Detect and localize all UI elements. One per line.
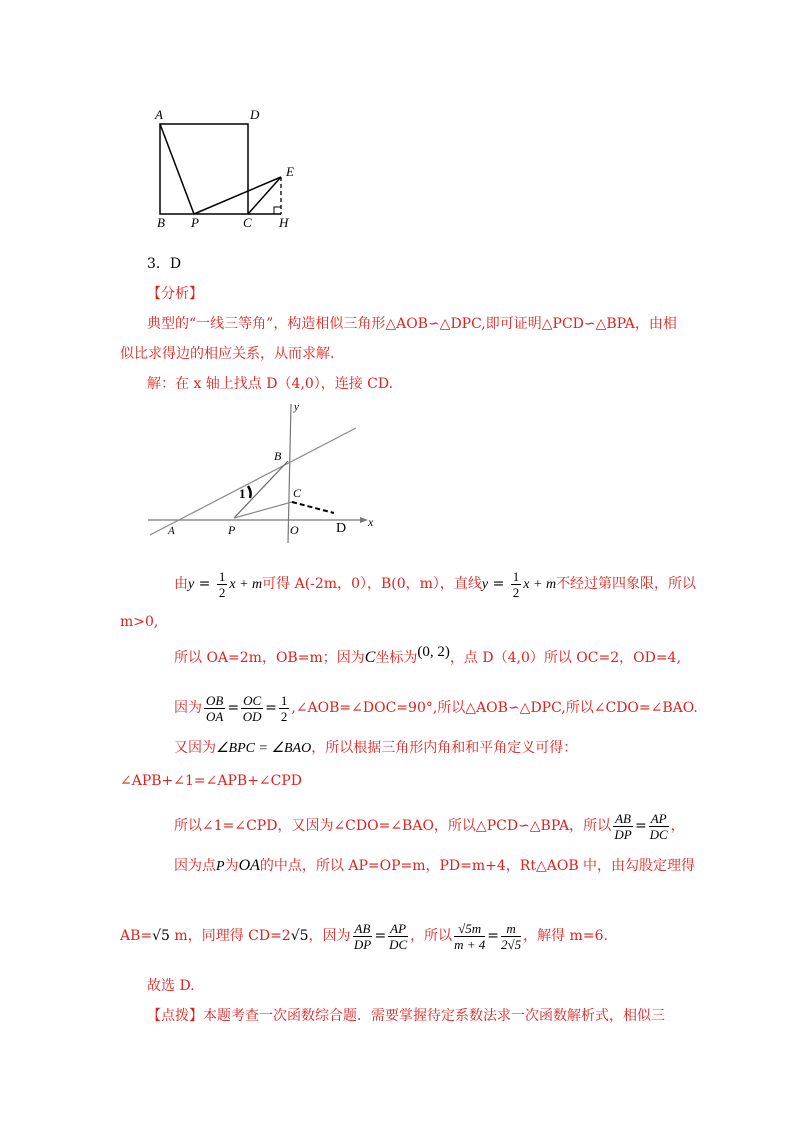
analysis-heading: 【分析】 bbox=[147, 286, 203, 302]
label-a: A bbox=[155, 107, 163, 122]
question-number: 3．D bbox=[147, 256, 182, 272]
label-p: P bbox=[228, 523, 236, 537]
analysis-line-1: 典型的“一线三等角”，构造相似三角形△AOB∽△DPC,即可证明△PCD∽△BPA，由相 bbox=[147, 316, 677, 332]
square-abcd bbox=[160, 124, 248, 214]
tips-line: 【点拨】本题考查一次函数综合题．需要掌握待定系数法求一次函数解析式，相似三 bbox=[147, 1008, 665, 1024]
label-h: H bbox=[279, 215, 289, 230]
segment-ce bbox=[248, 177, 281, 214]
step-5: 又因为∠BPC = ∠BAO，所以根据三角形内角和和平角定义可得： bbox=[174, 740, 578, 756]
step-9: AB=√5 m，同理得 CD=2√5，因为 $\frac{AB}{DP}$ = $\frac{AP}{DC}$ ，所以 $\frac{√5m}{m + 4}$ = $\frac{m}{2√5}$ ，解得 m=6. bbox=[120, 920, 608, 952]
label-d: D bbox=[336, 521, 347, 536]
step-2: m>0, bbox=[120, 614, 159, 630]
solution-intro: 解：在 x 轴上找点 D（4,0），连接 CD. bbox=[147, 376, 394, 392]
right-angle-mark bbox=[274, 207, 281, 214]
square-figure bbox=[140, 100, 310, 230]
step-7: 所以∠1=∠CPD，又因为∠CDO=∠BAO，所以△PCD∽△BPA，所以 $\frac{AB}{DP}$ = $\frac{AP}{DC}$ ， bbox=[174, 810, 685, 842]
step-1: 由y = $\frac{1}{2}$ x + m可得 A(-2m，0），B(0，m），直线y = $\frac{1}{2}$ x + m不经过第四象限，所以 bbox=[174, 568, 697, 600]
step-3: 所以 OA=2m，OB=m；因为C坐标为(0, 2)，点 D（4,0）所以 OC=2，OD=4, bbox=[174, 644, 681, 666]
label-p: P bbox=[191, 215, 199, 230]
line-ab bbox=[150, 428, 356, 535]
angle-1-arc bbox=[248, 486, 251, 498]
label-c: C bbox=[293, 486, 302, 500]
label-1: 1 bbox=[239, 486, 246, 501]
label-b: B bbox=[274, 449, 282, 463]
label-c: C bbox=[243, 215, 252, 230]
coordinate-figure bbox=[140, 398, 390, 548]
step-8: 因为点P为OA的中点，所以 AP=OP=m，PD=m+4，Rt△AOB 中，由勾股定理得 bbox=[174, 857, 696, 874]
label-d: D bbox=[250, 107, 260, 122]
segment-pc bbox=[234, 502, 292, 518]
step-6: ∠APB+∠1=∠APB+∠CPD bbox=[120, 773, 303, 789]
label-e: E bbox=[286, 164, 294, 179]
label-y: y bbox=[294, 401, 299, 413]
conclusion: 故选 D. bbox=[147, 978, 195, 994]
label-o: O bbox=[290, 523, 299, 537]
segment-pe bbox=[194, 177, 281, 214]
label-b: B bbox=[157, 215, 165, 230]
label-x: x bbox=[368, 515, 374, 529]
x-arrow bbox=[360, 517, 368, 523]
dashed-cd bbox=[292, 502, 334, 513]
label-a: A bbox=[168, 525, 175, 537]
step-4: 因为 $\frac{OB}{OA}$ = $\frac{OC}{OD}$ = $\frac{1}{2}$ ,∠AOB=∠DOC=90°,所以△AOB∽△DPC,所以∠CDO=∠BAO. bbox=[174, 692, 698, 724]
segment-ap bbox=[160, 124, 194, 214]
analysis-line-2: 似比求得边的相应关系，从而求解. bbox=[120, 346, 335, 362]
